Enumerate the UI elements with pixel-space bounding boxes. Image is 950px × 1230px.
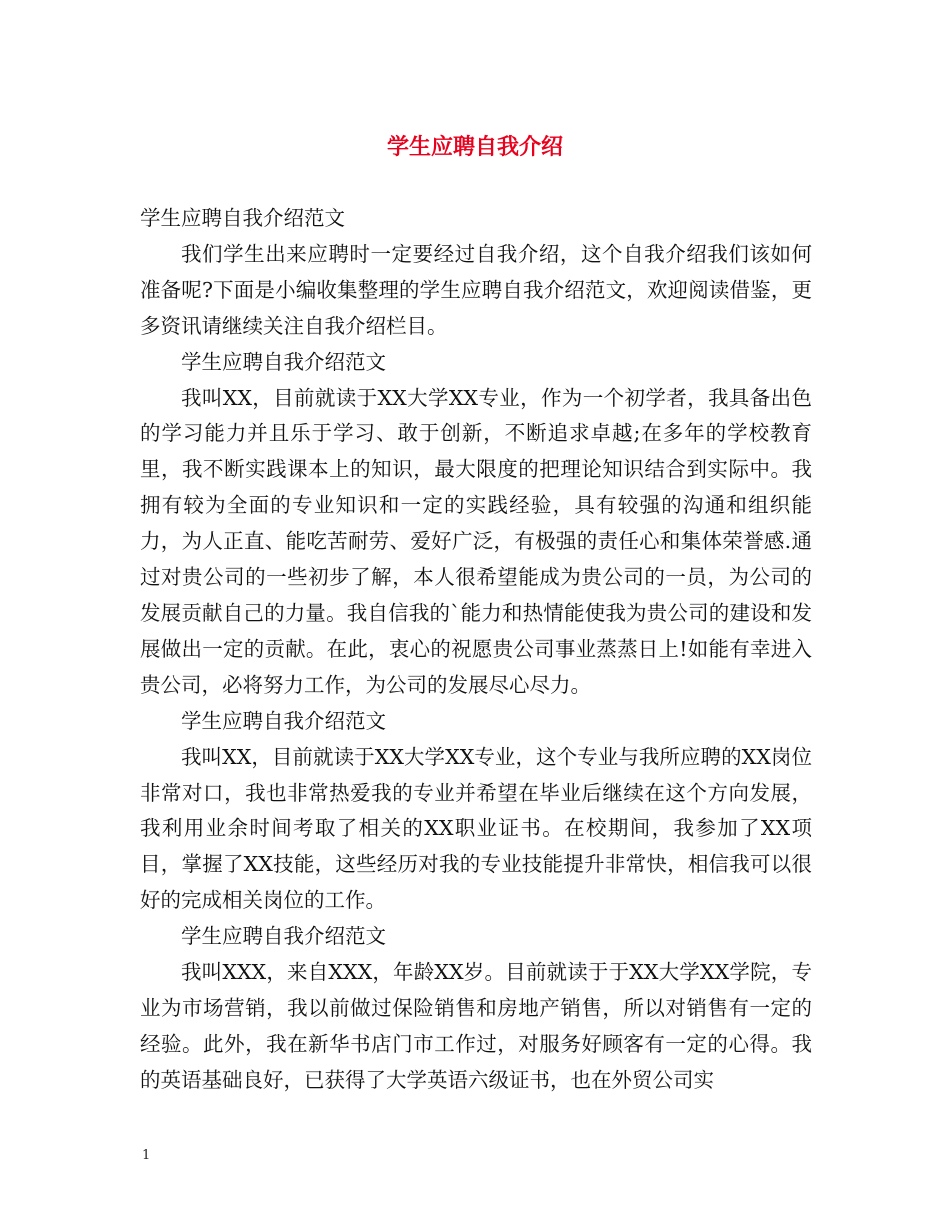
sample-heading: 学生应聘自我介绍范文 xyxy=(181,708,386,733)
document-title: 学生应聘自我介绍 xyxy=(386,134,563,160)
sample-paragraph: 我叫XX，目前就读于XX大学XX专业，作为一个初学者，我具备出色的学习能力并且乐于学习、敢于创新，不断追求卓越;在多年的学校教育里，我不断实践课本上的知识，最大限度的把理论知识结合到实际中。我拥有较为全面的专业知识和一定的实践经验，具有较强的沟通和组织能力，为人正直、能吃苦耐劳、爱好广泛，有极强的责任心和集体荣誉感.通过对贵公司的一些初步了解，本人很希望能成为贵公司的一员，为公司的发展贡献自己的力量。我自信我的`能力和热情能使我为贵公司的建设和发展做出一定的贡献。在此，衷心的祝愿贵公司事业蒸蒸日上!如能有幸进入贵公司，必将努力工作，为公司的发展尽心尽力。 xyxy=(140,385,812,697)
sample-heading: 学生应聘自我介绍范文 xyxy=(181,924,386,949)
intro-paragraph: 我们学生出来应聘时一定要经过自我介绍，这个自我介绍我们该如何准备呢?下面是小编收集整理的学生应聘自我介绍范文，欢迎阅读借鉴，更多资讯请继续关注自我介绍栏目。 xyxy=(140,241,812,338)
document-body xyxy=(140,201,812,1099)
sample-paragraph: 我叫XX，目前就读于XX大学XX专业，这个专业与我所应聘的XX岗位非常对口，我也非常热爱我的专业并希望在毕业后继续在这个方向发展，我利用业余时间考取了相关的XX职业证书。在校期间，我参加了XX项目，掌握了XX技能，这些经历对我的专业技能提升非常快，相信我可以很好的完成相关岗位的工作。 xyxy=(140,744,812,913)
page-number: 1 xyxy=(142,1148,151,1163)
sample-heading: 学生应聘自我介绍范文 xyxy=(181,349,386,374)
sample-paragraph: 我叫XXX，来自XXX，年龄XX岁。目前就读于于XX大学XX学院，专业为市场营销，我以前做过保险销售和房地产销售，所以对销售有一定的经验。此外，我在新华书店门市工作过，对服务好顾客有一定的心得。我的英语基础良好，已获得了大学英语六级证书，也在外贸公司实 xyxy=(140,960,812,1092)
section-heading: 学生应聘自我介绍范文 xyxy=(140,206,345,230)
